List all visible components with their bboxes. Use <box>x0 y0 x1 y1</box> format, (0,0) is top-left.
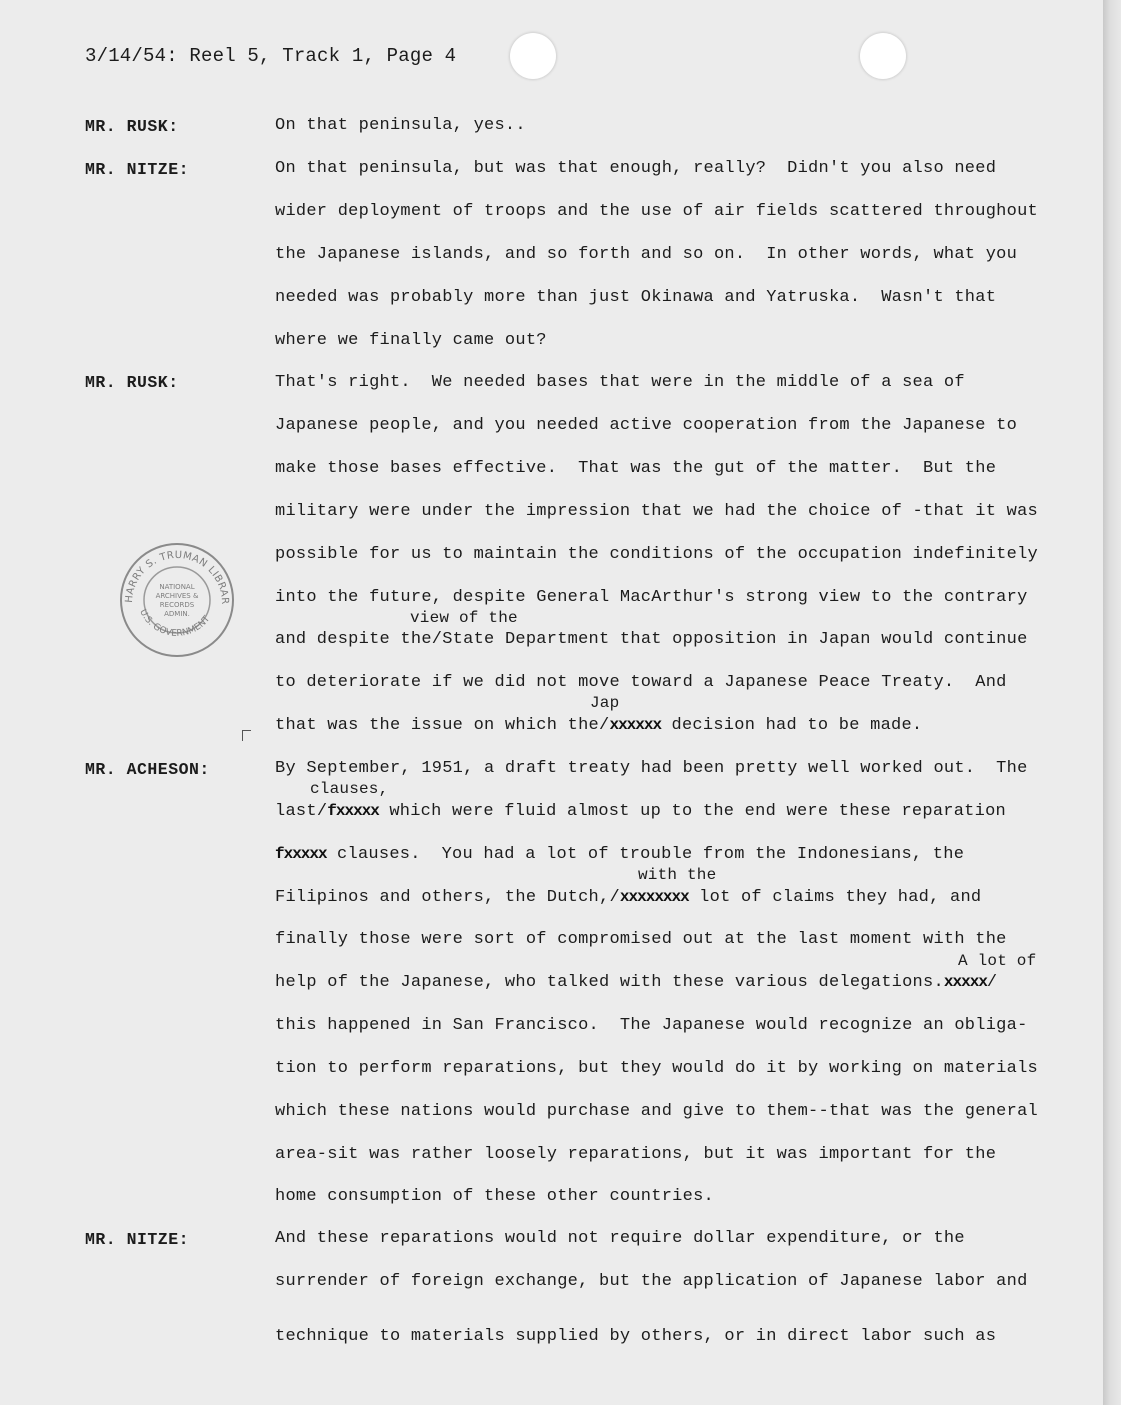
transcript-line: area-sit was rather loosely reparations, but it was important for the <box>275 1145 997 1164</box>
transcript-line: this happened in San Francisco. The Japanese would recognize an obliga- <box>275 1016 1028 1035</box>
transcript-line <box>275 845 964 864</box>
line-segment: and despite the <box>275 630 432 649</box>
stamp-center-line: ARCHIVES & <box>155 592 199 600</box>
transcript-line: And these reparations would not require dollar expenditure, or the <box>275 1229 965 1248</box>
insertion-mark: / <box>986 973 998 992</box>
transcript-line: surrender of foreign exchange, but the application of Japanese labor and <box>275 1272 1028 1291</box>
punch-hole-right <box>860 33 906 79</box>
insertion-mark: / <box>599 716 610 735</box>
speaker-label: MR. NITZE: <box>85 160 190 179</box>
line-segment: decision had to be made. <box>661 716 923 735</box>
handwritten-insertion: A lot of <box>958 952 1037 970</box>
struck-out-text: xxxxxx <box>609 716 662 734</box>
transcript-line: tion to perform reparations, but they would do it by working on materials <box>275 1059 1038 1078</box>
transcript-line: wider deployment of troops and the use of air fields scattered throughout <box>275 202 1038 221</box>
transcript-line: where we finally came out? <box>275 331 547 350</box>
transcript-line <box>275 973 997 992</box>
handwritten-insertion: with the <box>638 866 717 884</box>
transcript-line: into the future, despite General MacArthur's strong view to the contrary <box>275 588 1028 607</box>
transcript-line <box>275 888 981 907</box>
transcript-line: On that peninsula, but was that enough, really? Didn't you also need <box>275 159 997 178</box>
speaker-label: MR. RUSK: <box>85 117 179 136</box>
transcript-line: needed was probably more than just Okinawa and Yatruska. Wasn't that <box>275 288 997 307</box>
transcript-line: military were under the impression that we had the choice of -that it was <box>275 502 1038 521</box>
transcript-line: home consumption of these other countries. <box>275 1187 714 1206</box>
transcript-line: the Japanese islands, and so forth and so on. In other words, what you <box>275 245 1018 264</box>
transcript-line <box>275 802 1006 821</box>
insertion-mark: / <box>609 888 620 907</box>
line-segment: lot of claims they had, and <box>688 888 982 907</box>
struck-out-text: fxxxxx <box>327 802 379 820</box>
struck-out-text: xxxxx <box>943 973 987 991</box>
struck-out-text: xxxxxxxx <box>619 888 689 906</box>
line-segment: clauses. You had a lot of trouble from the Indonesians, the <box>326 845 965 864</box>
transcript-line: That's right. We needed bases that were in the middle of a sea of <box>275 373 965 392</box>
scan-edge <box>1103 0 1121 1405</box>
transcript-line: technique to materials supplied by others, or in direct labor such as <box>275 1327 997 1346</box>
stamp-center-line: ADMIN. <box>164 610 190 618</box>
line-segment: help of the Japanese, who talked with these various delegations. <box>275 973 944 992</box>
transcript-line <box>275 716 922 735</box>
stamp-arc-text: HARRY S. TRUMAN LIBRAR <box>123 549 231 605</box>
transcript-line: finally those were sort of compromised out at the last moment with the <box>275 930 1007 949</box>
punch-hole-left <box>510 33 556 79</box>
handwritten-insertion: Jap <box>590 694 620 712</box>
transcript-line: possible for us to maintain the conditions of the occupation indefinitely <box>275 545 1038 564</box>
transcript-line: On that peninsula, yes.. <box>275 116 526 135</box>
speaker-label: MR. NITZE: <box>85 1230 190 1249</box>
stamp-bottom-text: U.S. GOVERNMENT <box>137 607 213 639</box>
line-segment: last <box>275 802 317 821</box>
stamp-center-line: NATIONAL <box>159 583 195 591</box>
line-segment: Filipinos and others, the Dutch, <box>275 888 610 907</box>
stamp-center-line: RECORDS <box>159 601 195 609</box>
handwritten-insertion: view of the <box>410 609 518 627</box>
line-segment: which were fluid almost up to the end were these reparation <box>378 802 1006 821</box>
transcript-line: to deteriorate if we did not move toward a Japanese Peace Treaty. And <box>275 673 1007 692</box>
line-segment: that was the issue on which the <box>275 716 600 735</box>
line-segment: State Department that opposition in Japan would continue <box>442 630 1028 649</box>
transcript-line: which these nations would purchase and give to them--that was the general <box>275 1102 1038 1121</box>
transcript-line: Japanese people, and you needed active cooperation from the Japanese to <box>275 416 1018 435</box>
insertion-mark: / <box>316 802 328 821</box>
library-stamp <box>118 541 236 659</box>
speaker-label: MR. RUSK: <box>85 373 179 392</box>
transcript-line: By September, 1951, a draft treaty had been pretty well worked out. The <box>275 759 1028 778</box>
struck-out-text: fxxxxx <box>275 845 327 863</box>
insertion-mark: / <box>431 630 443 649</box>
handwritten-insertion: clauses, <box>310 780 389 798</box>
page-header: 3/14/54: Reel 5, Track 1, Page 4 <box>85 45 457 67</box>
transcript-line <box>275 630 1028 649</box>
transcript-line: make those bases effective. That was the gut of the matter. But the <box>275 459 997 478</box>
speaker-label: MR. ACHESON: <box>85 760 210 779</box>
margin-mark <box>242 730 251 741</box>
